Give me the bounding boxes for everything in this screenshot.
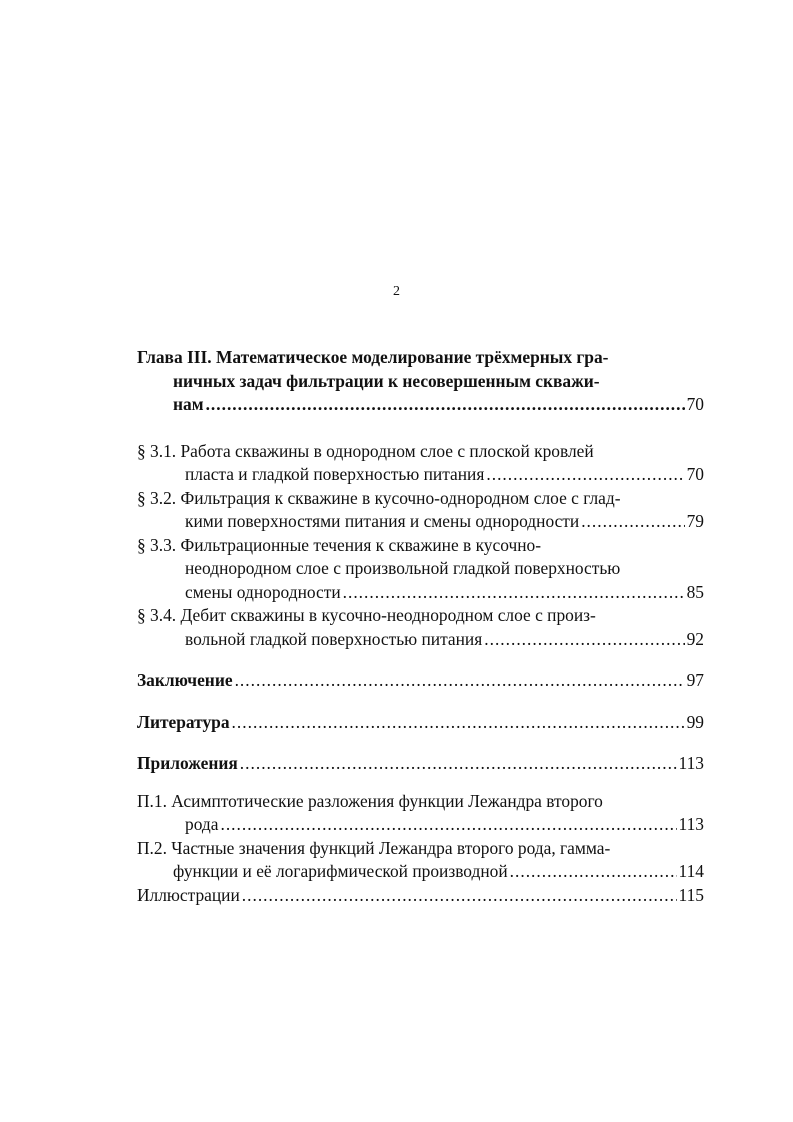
toc-page-number: 114 [678, 861, 704, 881]
toc-text: П.2. Частные значения функций Лежандра второго рода, гамма- [137, 837, 611, 858]
toc-text: ничных задач фильтрации к несовершенным скважи- [173, 370, 600, 391]
toc-text: пласта и гладкой поверхностью питания [185, 464, 485, 484]
toc-page-number: 113 [678, 814, 704, 834]
toc-entry-appendices [137, 752, 704, 776]
toc-text: Заключение [137, 670, 233, 690]
dot-leader [232, 711, 685, 735]
dot-leader [510, 860, 677, 884]
toc-page-number: 92 [686, 628, 704, 649]
toc-page-number: 113 [678, 753, 704, 773]
dot-leader [343, 581, 685, 605]
toc-entry-chapter-3 [137, 346, 704, 417]
toc-entry-conclusion [137, 669, 704, 693]
dot-leader [235, 669, 685, 693]
dot-leader [486, 463, 684, 487]
toc-page-number: 99 [686, 711, 704, 732]
toc-page-number: 70 [686, 464, 704, 484]
toc-text: неоднородном слое с произвольной гладкой поверхностью [185, 558, 621, 578]
toc-entry-appendix-1 [137, 790, 704, 837]
dot-leader [581, 510, 684, 534]
toc-text: Литература [137, 711, 230, 732]
toc-text: Приложения [137, 753, 238, 773]
toc-page-number: 70 [686, 394, 704, 414]
toc-page-number: 79 [686, 511, 704, 531]
toc-entry-literature [137, 711, 704, 735]
toc-entry-illustrations [137, 884, 704, 908]
toc-entry-section-3-1 [137, 440, 704, 487]
toc-entry-section-3-2 [137, 487, 704, 534]
toc-entry-section-3-4 [137, 604, 704, 651]
toc-text: Иллюстрации [137, 884, 240, 905]
dot-leader [240, 752, 677, 776]
toc-text: § 3.4. Дебит скважины в кусочно-неоднородном слое с произ- [137, 605, 596, 625]
dot-leader [206, 393, 685, 417]
toc-entry-section-3-3 [137, 534, 704, 605]
toc-text: Глава III. Математическое моделирование трёхмерных гра- [137, 347, 609, 367]
toc-page-number: 85 [686, 581, 704, 602]
toc-text: П.1. Асимптотические разложения функции Лежандра второго [137, 790, 603, 811]
toc-text: § 3.1. Работа скважины в однородном слое с плоской кровлей [137, 440, 594, 461]
toc-text: § 3.3. Фильтрационные течения к скважине в кусочно- [137, 534, 541, 555]
dot-leader [242, 884, 677, 908]
dot-leader [220, 813, 676, 837]
toc-entry-appendix-2 [137, 837, 704, 884]
page-number: 2 [393, 284, 400, 299]
toc-text: вольной гладкой поверхностью питания [185, 628, 483, 649]
toc-text: кими поверхностями питания и смены однородности [185, 511, 580, 531]
toc-page-number: 115 [678, 884, 704, 905]
toc-text: § 3.2. Фильтрация к скважине в кусочно-однородном слое с глад- [137, 487, 621, 508]
toc-text: функции и её логарифмической производной [173, 861, 508, 881]
toc-text: смены однородности [185, 581, 341, 602]
toc-text: рода [185, 814, 219, 834]
toc-text: нам [173, 394, 204, 414]
table-of-contents [137, 346, 704, 907]
dot-leader [484, 628, 684, 652]
toc-page-number: 97 [686, 670, 704, 690]
